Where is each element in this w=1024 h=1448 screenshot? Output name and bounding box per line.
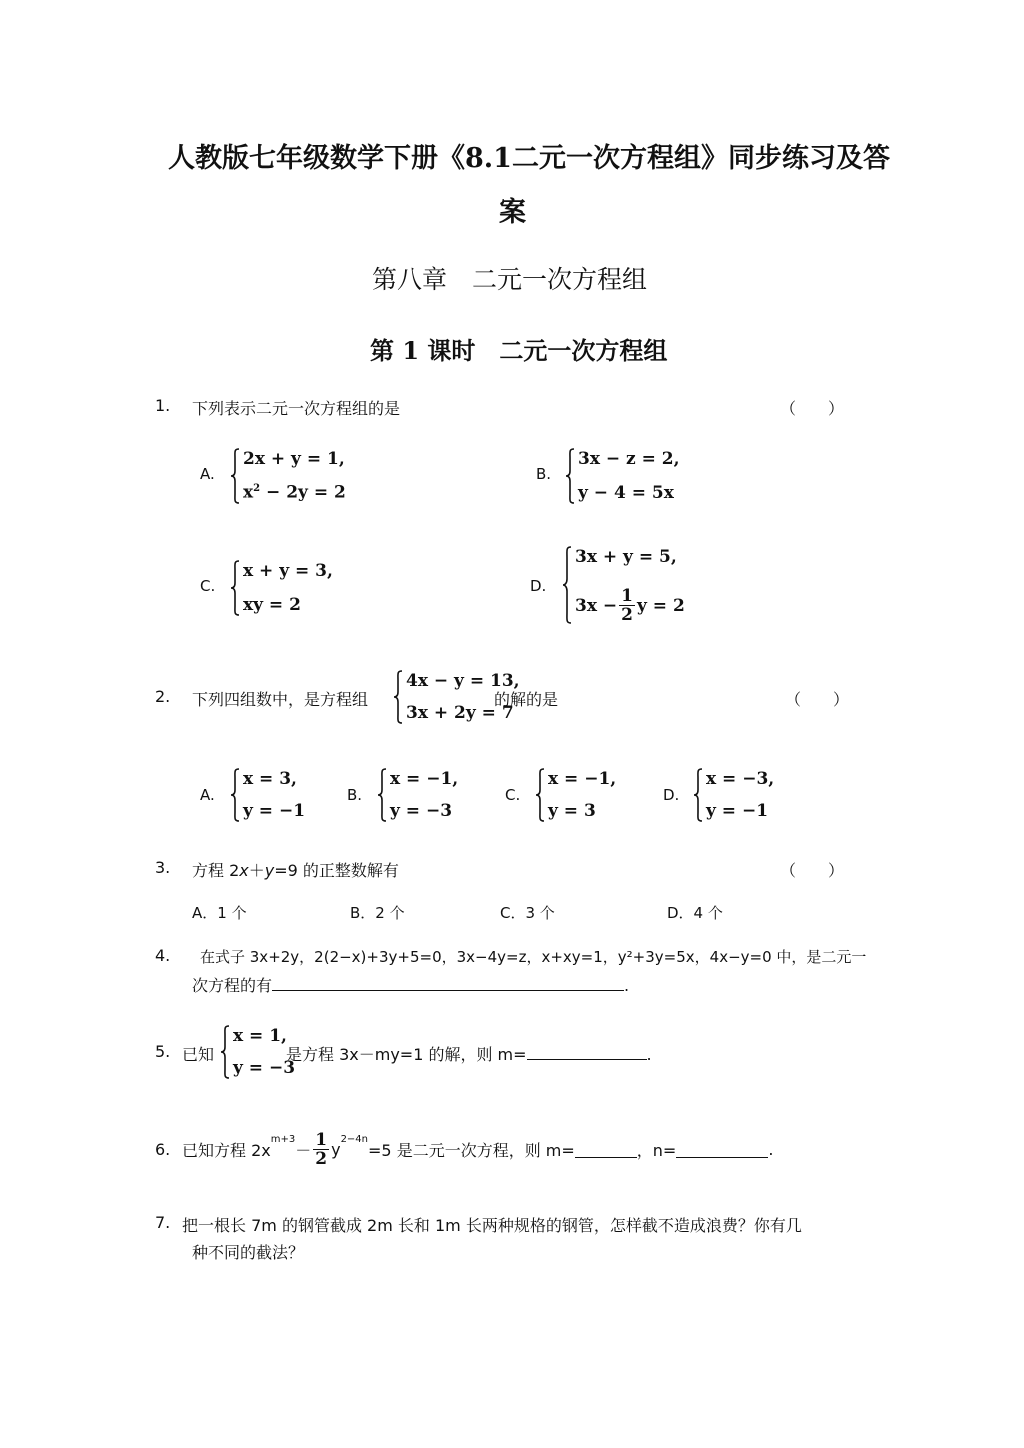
- question-4-line1: 在式子 3x+2y，2(2−x)+3y+5=0，3x−4y=z，x+xy=1，y²+3y=5x，4x−y=0 中，是二元一: [200, 948, 867, 966]
- q3-option-b: B．2 个: [350, 904, 405, 922]
- q1-b-eq1: 3x − z = 2,: [578, 449, 680, 469]
- q1-option-a-system: [230, 448, 346, 504]
- q2-option-b-system: [377, 768, 458, 822]
- question-2-text-a: 下列四组数中，是方程组: [192, 690, 369, 709]
- lesson-heading: 第 1 课时 二元一次方程组: [370, 336, 668, 365]
- q2-b-eq1: x = −1,: [390, 769, 459, 789]
- q1-option-c-system: [230, 560, 333, 616]
- question-1-number: 1.: [155, 396, 171, 415]
- q1-a-eq1: 2x + y = 1,: [243, 449, 345, 469]
- question-2-answer-paren: （ ）: [785, 690, 850, 709]
- fraction-one-half: $\frac{1}{2}$: [621, 586, 633, 625]
- document-title-line2: 案: [499, 197, 526, 228]
- left-brace-icon: [220, 1025, 230, 1079]
- question-5-number: 5.: [155, 1042, 171, 1061]
- left-brace-icon: [565, 448, 575, 504]
- chapter-heading: 第八章 二元一次方程组: [372, 265, 648, 294]
- question-7-line2: 种不同的截法？: [192, 1243, 305, 1262]
- q1-c-eq2: xy = 2: [243, 595, 301, 615]
- q5-eq2: y = −3: [233, 1058, 296, 1078]
- q6-n-answer-blank[interactable]: [676, 1141, 768, 1158]
- q1-option-c-label: C.: [200, 577, 216, 595]
- q6-m-answer-blank[interactable]: [575, 1141, 637, 1158]
- question-2-text-b: 的解的是: [494, 690, 559, 709]
- q5-solution-system: [220, 1025, 295, 1079]
- q2-option-a-label: A.: [200, 786, 215, 804]
- fraction-one-half: $\frac{1}{2}$: [315, 1129, 328, 1169]
- q1-d-eq2: 3x − $\frac{1}{2}$ y = 2: [575, 586, 685, 625]
- left-brace-icon: [230, 768, 240, 822]
- q2-sys-eq1: 4x − y = 13,: [406, 671, 520, 691]
- left-brace-icon: [535, 768, 545, 822]
- q1-b-eq2: y − 4 = 5x: [578, 483, 674, 503]
- question-3-answer-paren: （ ）: [780, 861, 845, 880]
- q1-d-eq1: 3x + y = 5,: [575, 547, 677, 567]
- q2-a-eq2: y = −1: [243, 801, 306, 821]
- q5-answer-blank[interactable]: [527, 1043, 647, 1060]
- q4-answer-blank[interactable]: [272, 974, 624, 991]
- q1-option-d-label: D.: [530, 577, 547, 595]
- q3-option-c: C．3 个: [500, 904, 555, 922]
- question-5-text-b: 是方程 3x－my=1 的解，则 m= .: [286, 1045, 652, 1064]
- q1-option-d-system: [562, 546, 685, 624]
- q2-option-c-label: C.: [505, 786, 521, 804]
- q1-c-eq1: x + y = 3,: [243, 561, 333, 581]
- q2-option-c-system: [535, 768, 616, 822]
- q2-c-eq2: y = 3: [548, 801, 596, 821]
- q1-option-a-label: A.: [200, 465, 215, 483]
- question-7-line1: 把一根长 7m 的钢管截成 2m 长和 1m 长两种规格的钢管，怎样截不造成浪费？你有几: [182, 1216, 802, 1235]
- q2-d-eq2: y = −1: [706, 801, 769, 821]
- q2-c-eq1: x = −1,: [548, 769, 617, 789]
- q1-a-eq2: $x^2 - 2y = 2$: [243, 483, 346, 503]
- question-4-number: 4.: [155, 946, 171, 965]
- left-brace-icon: [393, 670, 403, 724]
- question-6-number: 6.: [155, 1140, 171, 1159]
- q2-d-eq1: x = −3,: [706, 769, 775, 789]
- q2-sys-eq2: 3x + 2y = 7: [406, 703, 514, 723]
- q2-option-d-label: D.: [663, 786, 680, 804]
- question-1-text: 下列表示二元一次方程组的是: [192, 399, 401, 418]
- left-brace-icon: [377, 768, 387, 822]
- document-title-line1: 人教版七年级数学下册《8.1二元一次方程组》同步练习及答: [168, 143, 890, 174]
- question-3-number: 3.: [155, 858, 171, 877]
- question-2-number: 2.: [155, 687, 171, 706]
- q3-option-d: D．4 个: [667, 904, 723, 922]
- left-brace-icon: [230, 560, 240, 616]
- q1-option-b-system: [565, 448, 680, 504]
- left-brace-icon: [230, 448, 240, 504]
- question-3-text: 方程 2x＋y=9 的正整数解有: [192, 861, 399, 880]
- q1-option-b-label: B.: [536, 465, 552, 483]
- q3-option-a: A．1 个: [192, 904, 247, 922]
- q5-eq1: x = 1,: [233, 1026, 287, 1046]
- question-4-line2: 次方程的有 .: [192, 976, 630, 995]
- question-7-number: 7.: [155, 1213, 171, 1232]
- question-1-answer-paren: （ ）: [780, 399, 845, 418]
- q2-option-b-label: B.: [347, 786, 363, 804]
- q2-option-d-system: [693, 768, 774, 822]
- left-brace-icon: [562, 546, 572, 624]
- left-brace-icon: [693, 768, 703, 822]
- q2-b-eq2: y = −3: [390, 801, 453, 821]
- question-6-text: 已知方程 2x $^{m+3}$ － $\frac{1}{2}$ y $^{2-4n}$ =5 是二元一次方程，则 m= ，n= .: [182, 1129, 774, 1169]
- q2-a-eq1: x = 3,: [243, 769, 297, 789]
- question-5-text-a: 已知: [182, 1045, 215, 1064]
- q2-option-a-system: [230, 768, 305, 822]
